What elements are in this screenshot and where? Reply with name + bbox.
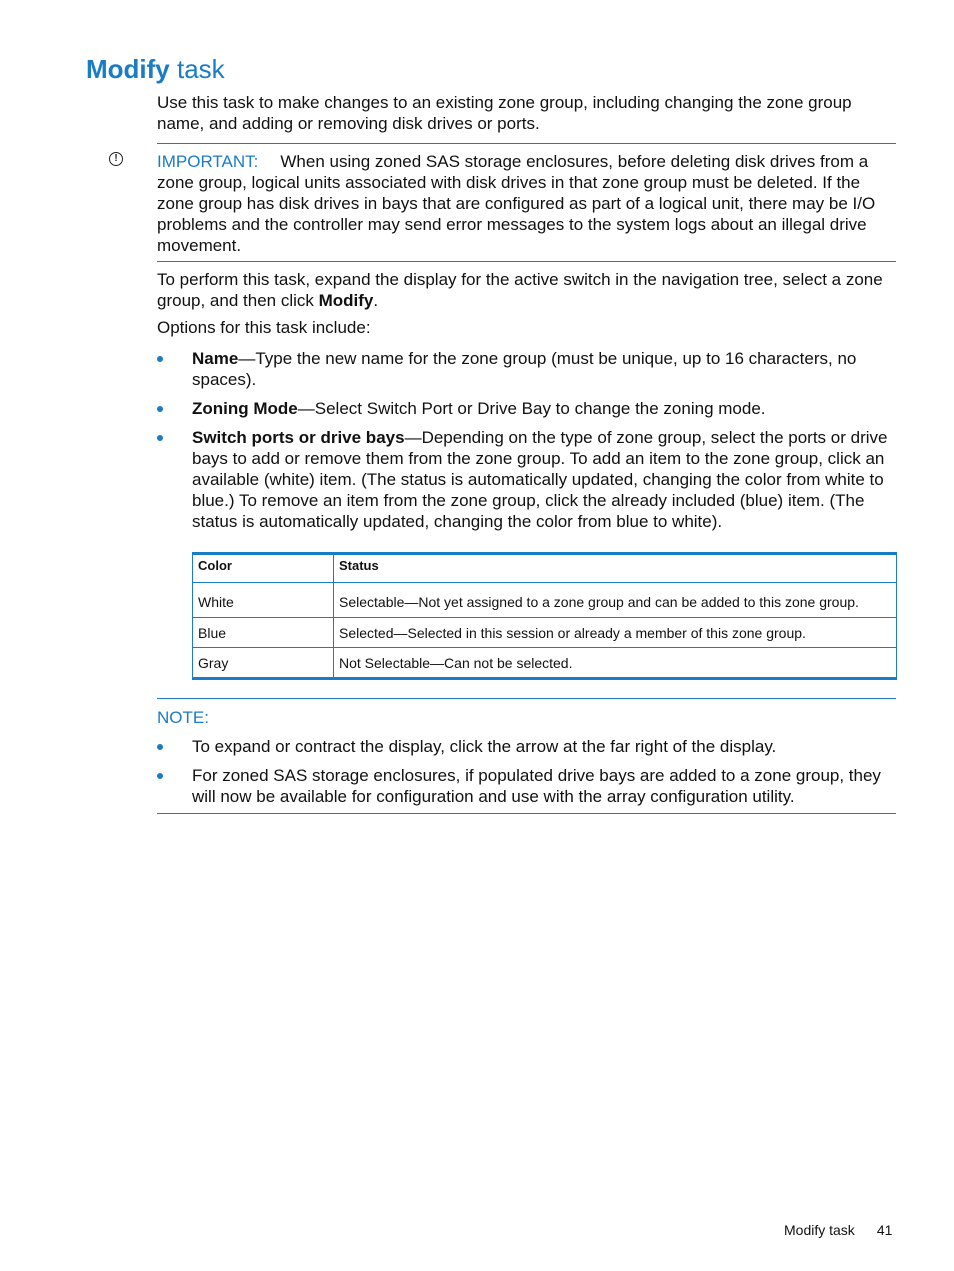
cell-color: White <box>193 583 334 618</box>
page-footer <box>784 1222 892 1238</box>
important-bottom-rule <box>157 261 896 262</box>
list-item <box>157 765 897 807</box>
color-status-table <box>192 552 897 680</box>
table-row <box>193 648 897 679</box>
option-term: Name <box>192 349 239 368</box>
important-paragraph <box>157 151 897 256</box>
option-term: Zoning Mode <box>192 399 298 418</box>
cell-status: Selectable—Not yet assigned to a zone group and can be added to this zone group. <box>334 583 897 618</box>
table-row <box>193 618 897 648</box>
table-row <box>193 583 897 618</box>
option-term: Switch ports or drive bays <box>192 428 405 447</box>
perform-text: To perform this task, expand the display for the active switch in the navigation tree, select a zone group, and then click <box>157 270 883 310</box>
list-item <box>157 398 897 419</box>
options-intro: Options for this task include: <box>157 318 371 337</box>
cell-status: Not Selectable—Can not be selected. <box>334 648 897 679</box>
cell-status: Selected—Selected in this session or already a member of this zone group. <box>334 618 897 648</box>
page-number: 41 <box>876 1222 893 1238</box>
bullet-icon <box>157 744 163 750</box>
cell-color: Blue <box>193 618 334 648</box>
option-desc: —Select Switch Port or Drive Bay to change the zoning mode. <box>297 399 766 418</box>
page-title <box>86 52 225 86</box>
list-item <box>157 427 897 532</box>
bullet-icon <box>157 773 163 779</box>
table-header-row <box>193 554 897 583</box>
list-item <box>157 348 897 390</box>
important-circle-icon: ! <box>109 152 123 166</box>
perform-paragraph <box>157 269 897 311</box>
note-label: NOTE: <box>157 708 209 727</box>
options-list <box>157 348 897 532</box>
title-bold: Modify <box>86 54 170 84</box>
note-bottom-rule <box>157 813 896 814</box>
cell-color: Gray <box>193 648 334 679</box>
list-item <box>157 736 897 757</box>
header-color: Color <box>193 554 334 583</box>
note-item-text: For zoned SAS storage enclosures, if populated drive bays are added to a zone group, they will now be available for configuration and use with the array configuration utility. <box>192 766 881 806</box>
important-top-rule <box>157 143 896 144</box>
footer-section: Modify task <box>784 1222 855 1238</box>
header-status: Status <box>334 554 897 583</box>
important-label: IMPORTANT: <box>157 152 259 171</box>
intro-paragraph: Use this task to make changes to an existing zone group, including changing the zone group name, and adding or removing disk drives or ports. <box>157 93 852 133</box>
bullet-icon <box>157 356 163 362</box>
option-desc: —Type the new name for the zone group (must be unique, up to 16 characters, no spaces). <box>192 349 857 389</box>
important-text: When using zoned SAS storage enclosures, before deleting disk drives from a zone group, logical units associated with disk drives in that zone group must be deleted. If the zone group has disk drives in bays that are configured as part of a logical unit, there may be I/O problems and the controller may send error messages to the system logs about an illegal drive movement. <box>157 152 876 255</box>
note-top-rule <box>157 698 896 699</box>
note-list <box>157 736 897 807</box>
option-desc: —Depending on the type of zone group, select the ports or drive bays to add or remove them from the zone group. To add an item to the zone group, click an available (white) item. (The status is automatically updated, changing the color from white to blue.) To remove an item from the zone group, click the already included (blue) item. (The status is automatically updated, changing the color from blue to white). <box>192 428 888 531</box>
title-rest: task <box>169 54 225 84</box>
perform-text-end: . <box>373 291 379 310</box>
modify-term: Modify <box>318 291 374 310</box>
bullet-icon <box>157 435 163 441</box>
note-item-text: To expand or contract the display, click the arrow at the far right of the display. <box>192 737 777 756</box>
bullet-icon <box>157 406 163 412</box>
